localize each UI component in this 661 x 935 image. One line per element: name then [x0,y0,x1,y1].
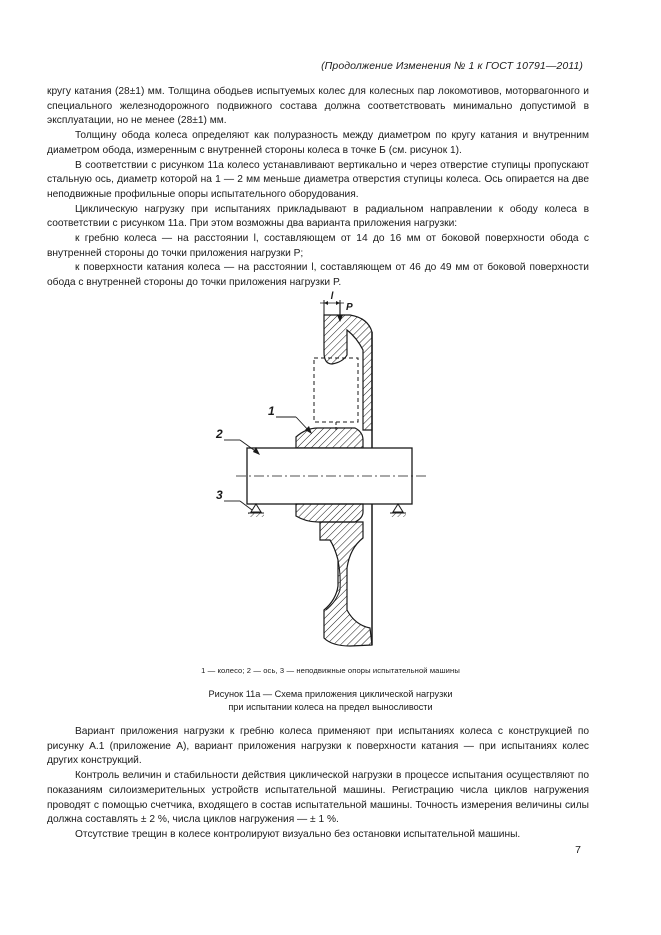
figure-caption [0,688,661,714]
bottom-text-block [47,725,589,843]
paragraph: к гребню колеса — на расстоянии l, составляющем от 14 до 16 мм от боковой поверхности обода с внутренней стороны до точки приложения нагрузки P; [47,233,589,259]
paragraph: Толщину обода колеса определяют как полуразность между диаметром по кругу катания и внутренним диаметром обода, измеренным с внутренней стороны колеса в точке Б (см. рисунок 1). [47,130,589,156]
label-2: 2 [216,427,223,441]
paragraph: Вариант приложения нагрузки к гребню колеса применяют при испытаниях колеса с конструкцией по рисунку А.1 (приложение А), вариант приложения нагрузки к поверхности катания — при испытаниях колес других конструкций. [47,726,589,767]
load-block-dashed [314,358,358,422]
paragraph: В соответствии с рисунком 11а колесо устанавливают вертикально и через отверстие ступицы пропускают стальную ось, диаметр которой на 1 — 2 мм меньше диаметра отверстия ступицы колеса. Ось опирается на две неподвижные профильные опоры испытательного оборудования. [47,159,589,200]
axle [236,448,426,504]
right-support [390,504,406,517]
label-3: 3 [216,488,223,502]
callout-1 [268,404,312,434]
top-text-block [47,85,589,291]
label-l: l [330,291,334,302]
wheel-test-diagram [200,290,460,660]
wheel-hub-top [296,428,363,448]
paragraph: кругу катания (28±1) мм. Толщина ободьев испытуемых колес для колесных пар локомотивов, моторвагонного и специального железнодорожного подвижного состава должна соответствовать минимально допустимой в эксплуатации, но не менее (28±1) мм. [47,86,589,127]
running-header: (Продолжение Изменения № 1 к ГОСТ 10791—2011) [321,60,583,72]
caption-line: Рисунок 11а — Схема приложения циклической нагрузки [208,689,453,699]
page-number: 7 [575,844,581,856]
label-1: 1 [268,404,275,418]
paragraph: Контроль величин и стабильности действия циклической нагрузки в процессе испытания осуществляют по показаниям силоизмерительных устройств испытательной машины. Регистрацию числа циклов нагружения проводят с помощью счетчика, входящего в состав испытательной машины. Точность измерения величины силы должна составлять ± 2 %, числа циклов нагружения — ± 1 %. [47,770,589,826]
wheel-bottom-section [320,504,372,646]
label-p: P [346,302,353,313]
left-support [248,504,264,517]
figure-legend: 1 — колесо; 2 — ось, 3 — неподвижные опоры испытательной машины [201,666,460,675]
paragraph: Отсутствие трещин в колесе контролируют визуально без остановки испытательной машины. [75,828,521,840]
paragraph: Циклическую нагрузку при испытаниях прикладывают в радиальном направлении к ободу колеса в соответствии с рисунком 11а. При этом возможны два варианта приложения нагрузки: [47,203,589,230]
paragraph: к поверхности катания колеса — на расстоянии l, составляющем от 46 до 49 мм от боковой поверхности обода с внутренней стороны до точки приложения нагрузки P. [47,262,589,289]
wheel-hub-bottom [296,504,363,522]
caption-line: при испытании колеса на предел выносливости [228,702,433,712]
